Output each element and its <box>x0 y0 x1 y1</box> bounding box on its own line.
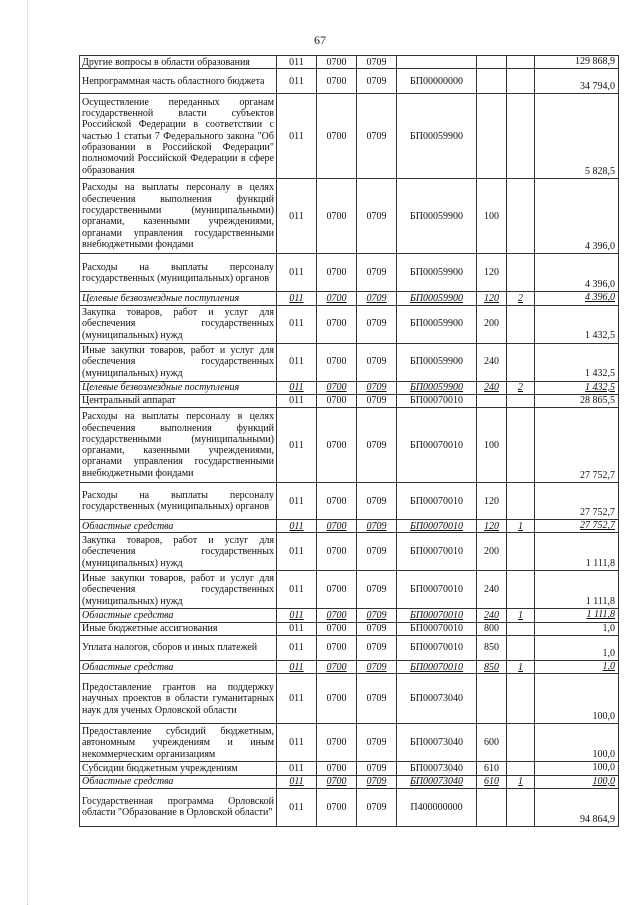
row-name: Расходы на выплаты персоналу государственных (муниципальных) органов <box>80 254 277 292</box>
expense-type-code <box>477 674 507 724</box>
amount: 1 432,5 <box>535 305 619 343</box>
subsection-code: 0709 <box>357 775 397 788</box>
section-code: 0700 <box>317 179 357 254</box>
section-code: 0700 <box>317 636 357 661</box>
target-article-code: БП00070010 <box>397 483 477 520</box>
funding-source-code: 1 <box>507 609 535 622</box>
ministry-code: 011 <box>277 622 317 635</box>
funding-source-code <box>507 622 535 635</box>
expense-type-code <box>477 788 507 826</box>
ministry-code: 011 <box>277 788 317 826</box>
section-code: 0700 <box>317 343 357 381</box>
amount: 100,0 <box>535 724 619 762</box>
target-article-code: БП00070010 <box>397 520 477 533</box>
section-code: 0700 <box>317 381 357 394</box>
section-code: 0700 <box>317 533 357 571</box>
section-code: 0700 <box>317 94 357 179</box>
ministry-code: 011 <box>277 533 317 571</box>
amount: 34 794,0 <box>535 69 619 94</box>
table-row <box>80 571 619 609</box>
table-row <box>80 305 619 343</box>
amount: 100,0 <box>535 775 619 788</box>
funding-source-code <box>507 788 535 826</box>
target-article-code: БП00073040 <box>397 674 477 724</box>
section-code: 0700 <box>317 762 357 775</box>
subsection-code: 0709 <box>357 788 397 826</box>
expense-type-code <box>477 69 507 94</box>
ministry-code: 011 <box>277 483 317 520</box>
table-row <box>80 661 619 674</box>
subsection-code: 0709 <box>357 674 397 724</box>
subsection-code: 0709 <box>357 661 397 674</box>
target-article-code: БП00070010 <box>397 661 477 674</box>
table-row <box>80 609 619 622</box>
expense-type-code: 120 <box>477 292 507 305</box>
expense-type-code <box>477 56 507 69</box>
table-row <box>80 56 619 69</box>
row-name: Иные закупки товаров, работ и услуг для обеспечения государственных (муниципальных) нужд <box>80 571 277 609</box>
funding-source-code <box>507 94 535 179</box>
subsection-code: 0709 <box>357 179 397 254</box>
expense-type-code: 120 <box>477 520 507 533</box>
section-code: 0700 <box>317 609 357 622</box>
amount: 1 111,8 <box>535 609 619 622</box>
row-name: Осуществление переданных органам государственной власти субъектов Российской Федерации в соответствии с частью 1 статьи 7 Федерального закона "Об образовании в Российской Федерации" полномочий Российской Федерации в сфере образования <box>80 94 277 179</box>
funding-source-code <box>507 56 535 69</box>
ministry-code: 011 <box>277 179 317 254</box>
expense-type-code: 100 <box>477 179 507 254</box>
expense-type-code: 610 <box>477 775 507 788</box>
ministry-code: 011 <box>277 381 317 394</box>
expense-type-code: 850 <box>477 661 507 674</box>
row-name: Субсидии бюджетным учреждениям <box>80 762 277 775</box>
ministry-code: 011 <box>277 94 317 179</box>
funding-source-code <box>507 69 535 94</box>
funding-source-code <box>507 724 535 762</box>
section-code: 0700 <box>317 292 357 305</box>
target-article-code: БП00059900 <box>397 254 477 292</box>
table-row <box>80 69 619 94</box>
funding-source-code <box>507 254 535 292</box>
section-code: 0700 <box>317 56 357 69</box>
target-article-code: БП00070010 <box>397 636 477 661</box>
ministry-code: 011 <box>277 254 317 292</box>
amount: 1 432,5 <box>535 381 619 394</box>
row-name: Областные средства <box>80 609 277 622</box>
subsection-code: 0709 <box>357 483 397 520</box>
funding-source-code <box>507 343 535 381</box>
amount: 94 864,9 <box>535 788 619 826</box>
section-code: 0700 <box>317 788 357 826</box>
row-name: Уплата налогов, сборов и иных платежей <box>80 636 277 661</box>
table-row <box>80 520 619 533</box>
ministry-code: 011 <box>277 724 317 762</box>
expense-type-code: 610 <box>477 762 507 775</box>
table-row <box>80 343 619 381</box>
funding-source-code <box>507 674 535 724</box>
subsection-code: 0709 <box>357 254 397 292</box>
section-code: 0700 <box>317 305 357 343</box>
target-article-code: БП00073040 <box>397 775 477 788</box>
expense-type-code <box>477 94 507 179</box>
table-row <box>80 483 619 520</box>
target-article-code: БП00070010 <box>397 609 477 622</box>
ministry-code: 011 <box>277 394 317 407</box>
expense-type-code: 200 <box>477 533 507 571</box>
subsection-code: 0709 <box>357 520 397 533</box>
row-name: Расходы на выплаты персоналу в целях обеспечения выполнения функций государственными (муниципальными) органами, казенными учреждениями, органами управления государственными внебюджетными фондами <box>80 408 277 483</box>
ministry-code: 011 <box>277 762 317 775</box>
target-article-code: БП00070010 <box>397 394 477 407</box>
table-row <box>80 179 619 254</box>
funding-source-code: 1 <box>507 520 535 533</box>
target-article-code: БП00059900 <box>397 343 477 381</box>
target-article-code: БП00070010 <box>397 571 477 609</box>
target-article-code: БП00073040 <box>397 762 477 775</box>
funding-source-code: 2 <box>507 292 535 305</box>
amount: 27 752,7 <box>535 520 619 533</box>
target-article-code: БП00070010 <box>397 622 477 635</box>
table-row <box>80 724 619 762</box>
amount: 1 111,8 <box>535 533 619 571</box>
row-name: Расходы на выплаты персоналу государственных (муниципальных) органов <box>80 483 277 520</box>
expense-type-code: 850 <box>477 636 507 661</box>
section-code: 0700 <box>317 674 357 724</box>
target-article-code: БП00059900 <box>397 381 477 394</box>
amount: 28 865,5 <box>535 394 619 407</box>
row-name: Областные средства <box>80 661 277 674</box>
section-code: 0700 <box>317 724 357 762</box>
ministry-code: 011 <box>277 305 317 343</box>
ministry-code: 011 <box>277 343 317 381</box>
target-article-code: БП00059900 <box>397 179 477 254</box>
section-code: 0700 <box>317 661 357 674</box>
table-row <box>80 533 619 571</box>
page-number: 67 <box>314 33 326 47</box>
amount: 1 111,8 <box>535 571 619 609</box>
expense-type-code: 200 <box>477 305 507 343</box>
section-code: 0700 <box>317 622 357 635</box>
target-article-code: БП00059900 <box>397 292 477 305</box>
ministry-code: 011 <box>277 674 317 724</box>
amount: 1 432,5 <box>535 343 619 381</box>
target-article-code: БП00059900 <box>397 305 477 343</box>
funding-source-code <box>507 636 535 661</box>
table-row <box>80 762 619 775</box>
expense-type-code: 240 <box>477 609 507 622</box>
table-row <box>80 94 619 179</box>
target-article-code: П400000000 <box>397 788 477 826</box>
target-article-code: БП00070010 <box>397 533 477 571</box>
budget-table <box>79 55 619 827</box>
row-name: Центральный аппарат <box>80 394 277 407</box>
expense-type-code: 120 <box>477 254 507 292</box>
section-code: 0700 <box>317 483 357 520</box>
funding-source-code <box>507 305 535 343</box>
amount: 27 752,7 <box>535 483 619 520</box>
funding-source-code <box>507 394 535 407</box>
expense-type-code: 240 <box>477 381 507 394</box>
amount: 100,0 <box>535 762 619 775</box>
row-name: Целевые безвозмездные поступления <box>80 292 277 305</box>
subsection-code: 0709 <box>357 609 397 622</box>
table-row <box>80 622 619 635</box>
funding-source-code <box>507 533 535 571</box>
target-article-code: БП00000000 <box>397 69 477 94</box>
section-code: 0700 <box>317 394 357 407</box>
amount: 4 396,0 <box>535 292 619 305</box>
amount: 100,0 <box>535 674 619 724</box>
amount: 1,0 <box>535 622 619 635</box>
expense-type-code: 240 <box>477 571 507 609</box>
table-row <box>80 394 619 407</box>
subsection-code: 0709 <box>357 622 397 635</box>
subsection-code: 0709 <box>357 305 397 343</box>
row-name: Расходы на выплаты персоналу в целях обеспечения выполнения функций государственными (муниципальными) органами, казенными учреждениями, органами управления государственными внебюджетными фондами <box>80 179 277 254</box>
row-name: Государственная программа Орловской области "Образование в Орловской области" <box>80 788 277 826</box>
subsection-code: 0709 <box>357 94 397 179</box>
ministry-code: 011 <box>277 520 317 533</box>
target-article-code: БП00070010 <box>397 408 477 483</box>
row-name: Целевые безвозмездные поступления <box>80 381 277 394</box>
subsection-code: 0709 <box>357 571 397 609</box>
ministry-code: 011 <box>277 661 317 674</box>
row-name: Иные закупки товаров, работ и услуг для обеспечения государственных (муниципальных) нужд <box>80 343 277 381</box>
amount: 27 752,7 <box>535 408 619 483</box>
subsection-code: 0709 <box>357 56 397 69</box>
subsection-code: 0709 <box>357 636 397 661</box>
table-row <box>80 408 619 483</box>
funding-source-code: 1 <box>507 775 535 788</box>
row-name: Областные средства <box>80 520 277 533</box>
target-article-code: БП00073040 <box>397 724 477 762</box>
section-code: 0700 <box>317 775 357 788</box>
subsection-code: 0709 <box>357 292 397 305</box>
subsection-code: 0709 <box>357 408 397 483</box>
subsection-code: 0709 <box>357 69 397 94</box>
row-name: Предоставление субсидий бюджетным, автономным учреждениям и иным некоммерческим организациям <box>80 724 277 762</box>
funding-source-code <box>507 483 535 520</box>
funding-source-code <box>507 408 535 483</box>
subsection-code: 0709 <box>357 762 397 775</box>
expense-type-code: 600 <box>477 724 507 762</box>
binder-margin-line <box>27 0 28 905</box>
row-name: Другие вопросы в области образования <box>80 56 277 69</box>
ministry-code: 011 <box>277 56 317 69</box>
expense-type-code: 800 <box>477 622 507 635</box>
amount: 4 396,0 <box>535 179 619 254</box>
row-name: Закупка товаров, работ и услуг для обеспечения государственных (муниципальных) нужд <box>80 305 277 343</box>
amount: 1,0 <box>535 661 619 674</box>
row-name: Непрограммная часть областного бюджета <box>80 69 277 94</box>
amount: 129 868,9 <box>535 56 619 69</box>
subsection-code: 0709 <box>357 381 397 394</box>
section-code: 0700 <box>317 69 357 94</box>
subsection-code: 0709 <box>357 343 397 381</box>
table-row <box>80 788 619 826</box>
ministry-code: 011 <box>277 69 317 94</box>
ministry-code: 011 <box>277 609 317 622</box>
subsection-code: 0709 <box>357 533 397 571</box>
subsection-code: 0709 <box>357 394 397 407</box>
section-code: 0700 <box>317 254 357 292</box>
funding-source-code: 2 <box>507 381 535 394</box>
section-code: 0700 <box>317 520 357 533</box>
amount: 4 396,0 <box>535 254 619 292</box>
ministry-code: 011 <box>277 636 317 661</box>
target-article-code <box>397 56 477 69</box>
funding-source-code <box>507 179 535 254</box>
funding-source-code <box>507 571 535 609</box>
expense-type-code <box>477 394 507 407</box>
ministry-code: 011 <box>277 292 317 305</box>
table-row <box>80 775 619 788</box>
amount: 5 828,5 <box>535 94 619 179</box>
table-row <box>80 636 619 661</box>
section-code: 0700 <box>317 408 357 483</box>
expense-type-code: 100 <box>477 408 507 483</box>
table-row <box>80 254 619 292</box>
ministry-code: 011 <box>277 775 317 788</box>
funding-source-code: 1 <box>507 661 535 674</box>
row-name: Иные бюджетные ассигнования <box>80 622 277 635</box>
row-name: Закупка товаров, работ и услуг для обеспечения государственных (муниципальных) нужд <box>80 533 277 571</box>
table-row <box>80 292 619 305</box>
row-name: Областные средства <box>80 775 277 788</box>
target-article-code: БП00059900 <box>397 94 477 179</box>
ministry-code: 011 <box>277 571 317 609</box>
subsection-code: 0709 <box>357 724 397 762</box>
amount: 1,0 <box>535 636 619 661</box>
row-name: Предоставление грантов на поддержку научных проектов в области гуманитарных наук для ученых Орловской области <box>80 674 277 724</box>
table-row <box>80 381 619 394</box>
section-code: 0700 <box>317 571 357 609</box>
funding-source-code <box>507 762 535 775</box>
expense-type-code: 240 <box>477 343 507 381</box>
expense-type-code: 120 <box>477 483 507 520</box>
ministry-code: 011 <box>277 408 317 483</box>
table-row <box>80 674 619 724</box>
